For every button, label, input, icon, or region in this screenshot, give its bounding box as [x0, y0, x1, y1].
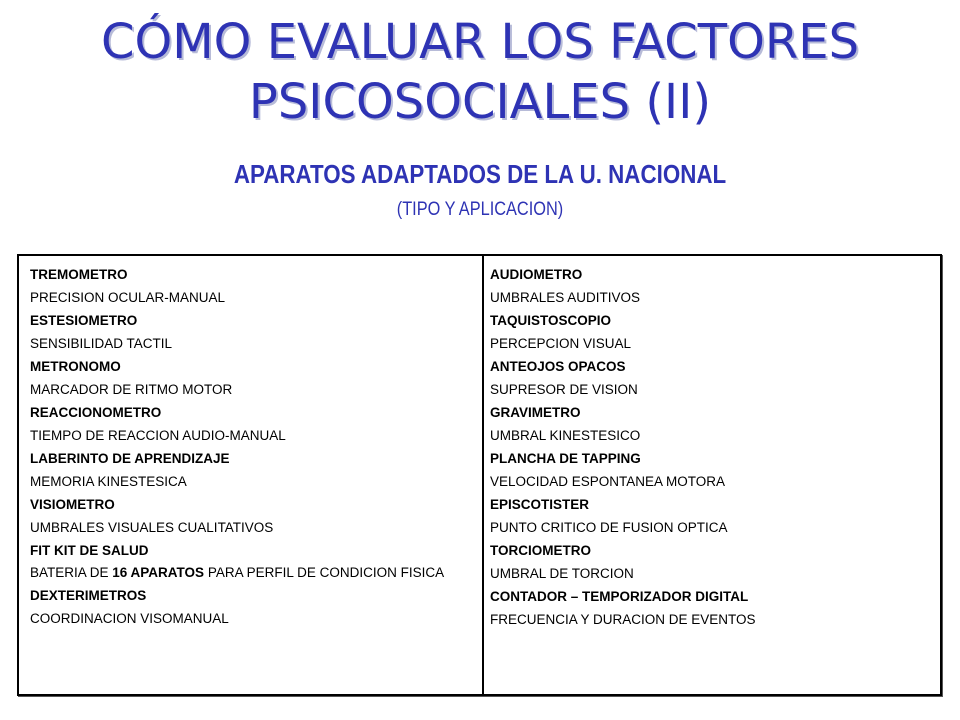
device-application: UMBRAL DE TORCION: [490, 566, 634, 581]
device-name: TAQUISTOSCOPIO: [490, 313, 612, 328]
slide-title: [0, 12, 960, 132]
device-name: ESTESIOMETRO: [30, 313, 138, 328]
device-name: AUDIOMETRO: [490, 267, 583, 282]
device-name: LABERINTO DE APRENDIZAJE: [30, 451, 230, 466]
devices-table: [17, 254, 942, 696]
device-entry: [30, 263, 470, 309]
device-name: EPISCOTISTER: [490, 497, 590, 512]
device-entry: [490, 585, 930, 631]
slide-title-line2: PSICOSOCIALES: [248, 74, 631, 130]
device-application: MEMORIA KINESTESICA: [30, 474, 187, 489]
device-entry: [30, 309, 470, 355]
device-name: REACCIONOMETRO: [30, 405, 162, 420]
device-application: [30, 562, 470, 584]
device-entry: [490, 355, 930, 401]
device-application-text: BATERIA DE: [30, 565, 113, 580]
device-application: UMBRALES AUDITIVOS: [490, 290, 641, 305]
device-application: PUNTO CRITICO DE FUSION OPTICA: [490, 520, 728, 535]
device-entry: [30, 401, 470, 447]
device-entry: [490, 539, 930, 585]
device-entry: [490, 263, 930, 309]
slide-title-suffix: (II): [645, 74, 712, 130]
device-application: SUPRESOR DE VISION: [490, 382, 638, 397]
device-application-highlight: 16 APARATOS: [112, 565, 205, 580]
device-name: METRONOMO: [30, 359, 121, 374]
device-application: PRECISION OCULAR-MANUAL: [30, 290, 226, 305]
device-name: ANTEOJOS OPACOS: [490, 359, 626, 374]
device-entry: [30, 539, 470, 584]
device-application: MARCADOR DE RITMO MOTOR: [30, 382, 233, 397]
device-entry: [490, 401, 930, 447]
device-name: TORCIOMETRO: [490, 543, 591, 558]
device-name: GRAVIMETRO: [490, 405, 581, 420]
device-entry: [30, 493, 470, 539]
column-divider: [482, 256, 484, 694]
device-entry: [30, 447, 470, 493]
device-application: VELOCIDAD ESPONTANEA MOTORA: [490, 474, 726, 489]
device-name: FIT KIT DE SALUD: [30, 543, 149, 558]
device-application: SENSIBILIDAD TACTIL: [30, 336, 173, 351]
device-application: COORDINACION VISOMANUAL: [30, 611, 229, 626]
device-name: PLANCHA DE TAPPING: [490, 451, 641, 466]
device-entry: [490, 309, 930, 355]
device-application: UMBRALES VISUALES CUALITATIVOS: [30, 520, 274, 535]
slide-subsubtitle: (TIPO Y APLICACION): [396, 199, 564, 220]
devices-column-left: [30, 263, 470, 630]
device-application-text: PARA PERFIL DE CONDICION FISICA: [204, 565, 445, 580]
device-entry: [30, 355, 470, 401]
device-name: DEXTERIMETROS: [30, 588, 147, 603]
device-name: CONTADOR – TEMPORIZADOR DIGITAL: [490, 589, 749, 604]
devices-column-right: [490, 263, 930, 631]
device-application: UMBRAL KINESTESICO: [490, 428, 641, 443]
device-entry: [30, 584, 470, 630]
device-application: TIEMPO DE REACCION AUDIO-MANUAL: [30, 428, 286, 443]
slide-subtitle: APARATOS ADAPTADOS DE LA U. NACIONAL: [233, 159, 727, 189]
slide-title-line1: CÓMO EVALUAR LOS FACTORES: [100, 14, 860, 70]
device-name: VISIOMETRO: [30, 497, 115, 512]
device-application: PERCEPCION VISUAL: [490, 336, 632, 351]
device-name: TREMOMETRO: [30, 267, 128, 282]
device-application: FRECUENCIA Y DURACION DE EVENTOS: [490, 612, 756, 627]
device-entry: [490, 447, 930, 493]
device-entry: [490, 493, 930, 539]
